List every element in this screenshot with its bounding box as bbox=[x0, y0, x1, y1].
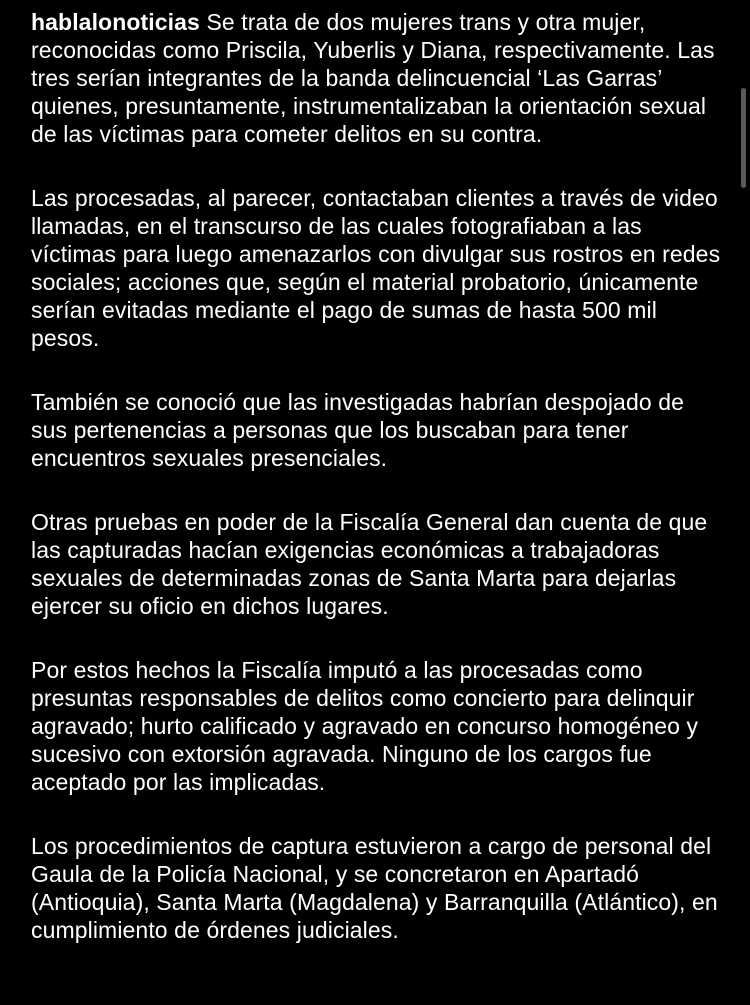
caption-paragraph-5: Por estos hechos la Fiscalía imputó a las procesadas como presuntas responsables de delitos como concierto para delinquir agravado; hurto calificado y agravado en concurso homogéneo y sucesivo con extorsión agravada. Ninguno de los cargos fue aceptado por las implicadas. bbox=[31, 657, 699, 795]
username-link[interactable]: hablalonoticias bbox=[31, 9, 200, 35]
post-caption bbox=[31, 8, 721, 980]
caption-paragraph-1 bbox=[31, 8, 721, 148]
caption-paragraph-4: Otras pruebas en poder de la Fiscalía General dan cuenta de que las capturadas hacían exigencias económicas a trabajadoras sexuales de determinadas zonas de Santa Marta para dejarlas ejercer su oficio en dichos lugares. bbox=[31, 509, 708, 619]
caption-paragraph-3: También se conoció que las investigadas habrían despojado de sus pertenencias a personas que los buscaban para tener encuentros sexuales presenciales. bbox=[31, 389, 684, 471]
caption-paragraph-2: Las procesadas, al parecer, contactaban clientes a través de video llamadas, en el transcurso de las cuales fotografiaban a las víctimas para luego amenazarlos con divulgar sus rostros en redes sociales; acciones que, según el material probatorio, únicamente serían evitadas mediante el pago de sumas de hasta 500 mil pesos. bbox=[31, 185, 721, 351]
caption-text-1: Se trata de dos mujeres trans y otra mujer, reconocidas como Priscila, Yuberlis y Diana, respectivamente. Las tres serían integrantes de la banda delincuencial ‘Las Garras’ quienes, presuntamente, instrumentalizaban la orientación sexual de las víctimas para cometer delitos en su contra. bbox=[31, 9, 715, 147]
scrollbar[interactable] bbox=[741, 88, 746, 188]
caption-paragraph-6: Los procedimientos de captura estuvieron a cargo de personal del Gaula de la Policía Nacional, y se concretaron en Apartadó (Antioquia), Santa Marta (Magdalena) y Barranquilla (Atlántico), en cumplimiento de órdenes judiciales. bbox=[31, 833, 718, 943]
